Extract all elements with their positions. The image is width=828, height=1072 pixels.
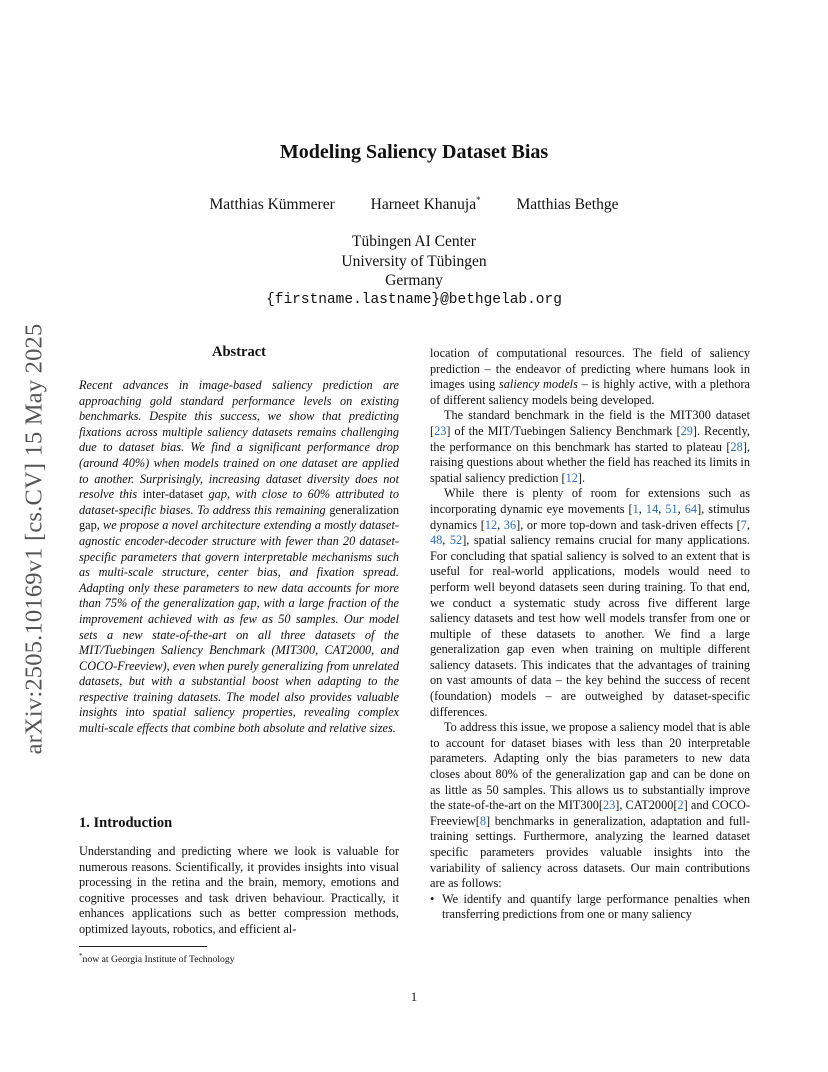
body-paragraph: [430, 720, 750, 892]
body-paragraph: [430, 346, 750, 408]
body-text: ], spatial saliency remains crucial for many applications. For concluding that spatial saliency is solved to an extent that is useful for real-world applications, models would need to perform well beyond datasets seen during training. To that end, we conduct a systematic study across five different large saliency datasets and test how well models transfer from one or multiple of these datasets to another. We find a large generalization gap even when training on multiple different saliency datasets. This indicates that the advantages of training on vast amounts of data – the key behind the success of recent (foundation) models – are outweighed by dataset-specific differences.: [430, 533, 750, 719]
intro-body: [79, 844, 399, 938]
body-text: To address this issue, we propose a saliency model that is able to account for dataset biases with less than 20 interpretable parameters. Adapting only the bias parameters to new data closes about 80% of the generalization gap and can be done on as little as 50 samples. This allows us to substantially improve the state-of-the-art on the MIT300[: [430, 720, 750, 813]
body-text: The standard benchmark in the field is the MIT300 dataset [: [430, 408, 750, 438]
footnote-mark: *: [79, 952, 83, 960]
abstract-text: gap, with close to 60% attributed to dataset-specific biases. To address this remaining: [79, 487, 400, 517]
author-name: Harneet Khanuja: [370, 196, 477, 214]
body-text: ]. Recently, the performance on this benchmark has started to plateau [: [430, 423, 750, 454]
body-text: ], stimulus dynamics [: [430, 501, 750, 532]
citation-link[interactable]: 12: [484, 517, 498, 532]
abstract-text: Recent advances in image-based saliency prediction are approaching gold standard performance levels on existing benchmarks. Despite this success, we show that predicting fixations across multiple saliency datasets remains challenging due to dataset bias. We find a significant performance drop (around 40%) when models trained on one dataset are applied to another. Surprisingly, increasing dataset diversity does not resolve this: [79, 378, 399, 502]
body-text: ] of the MIT/Tuebingen Saliency Benchmark [: [446, 423, 681, 438]
author-2: [371, 196, 481, 213]
abstract-text: we propose a novel architecture extending a mostly dataset-agnostic encoder-decoder structure with fewer than 20 dataset-specific parameters that govern interpretable mechanisms such as multi-scale structure, center bias, and fixation spread. Adapting only these parameters to new data accounts for more than 75% of the generalization gap, with a large fraction of the improvement achieved with as few as 50 samples. Our model sets a new state-of-the-art on all three datasets of the MIT/Tuebingen Saliency Benchmark (MIT300, CAT2000, and COCO-Freeview), even when purely generalizing from unrelated datasets, but with a substantial boost when adapting to the respective training datasets. The model also provides valuable insights into spatial saliency properties, revealing complex multi-scale effects that combine both absolute and relative sizes.: [79, 518, 399, 736]
citation-link[interactable]: 8: [479, 813, 487, 828]
abstract-term: inter-dataset: [142, 487, 204, 502]
arxiv-sidebar-stamp: [20, 296, 48, 782]
paper-title: Modeling Saliency Dataset Bias: [279, 141, 549, 163]
citation-link[interactable]: 29: [680, 423, 693, 438]
body-text: ] and COCO-Freeview[: [430, 798, 750, 828]
citation-link[interactable]: 51: [665, 501, 678, 516]
section-heading-introduction: 1. Introduction: [79, 815, 173, 831]
arxiv-id: arXiv:2505.10169v1 [cs.CV] 15 May 2025: [20, 323, 48, 755]
abstract-heading: Abstract: [212, 344, 266, 360]
author-1: [210, 196, 335, 213]
right-column: [430, 346, 750, 923]
contributions-list: [430, 892, 750, 923]
body-text: location of computational resources. The field of saliency prediction – the endeavor of predicting where humans look in images using: [430, 346, 750, 392]
emphasis-term: saliency models: [499, 377, 578, 392]
body-text: – is highly active, with a plethora of different saliency models being developed.: [430, 377, 750, 407]
author-3: [516, 196, 618, 213]
abstract-paragraph: [79, 378, 399, 737]
body-text: ], raising questions about whether the field has reached its limits in spatial saliency prediction [: [430, 439, 750, 485]
abstract-body: [79, 378, 399, 737]
list-item: • We identify and quantify large performance penalties when transferring predictions from one or many saliency: [430, 892, 750, 923]
body-text: ], or more top-down and task-driven effects [: [516, 517, 741, 532]
page-number: 1: [410, 990, 418, 1004]
body-paragraph: [430, 408, 750, 486]
body-text: While there is plenty of room for extensions such as incorporating dynamic eye movements [: [430, 486, 750, 516]
footnote-text: now at Georgia Institute of Technology: [82, 954, 235, 966]
citation-link[interactable]: 36: [503, 517, 517, 532]
citation-link[interactable]: 14: [645, 501, 659, 516]
author-email: {firstname.lastname}@bethgelab.org: [266, 291, 562, 308]
abstract-term: generalization gap,: [79, 502, 399, 533]
citation-link[interactable]: 7: [740, 517, 747, 532]
footnote-mark: *: [476, 195, 481, 205]
affiliation-block: [0, 232, 828, 310]
citation-link[interactable]: 28: [730, 439, 743, 454]
citation-link[interactable]: 2: [677, 798, 684, 813]
intro-paragraph: Understanding and predicting where we look is valuable for numerous reasons. Scientifically, it provides insights into visual processing in the retina and the brain, memory, emotions and cognitive processes and task driven behaviour. Practically, it enhances applications such as better compression methods, optimized layouts, robotics, and efficient al-: [79, 844, 399, 936]
footnote-divider: [79, 946, 207, 947]
citation-link[interactable]: 23: [602, 798, 616, 813]
author-list: [0, 195, 828, 214]
author-name: Matthias Kümmerer: [209, 196, 335, 214]
affiliation-line: Tübingen AI Center: [352, 233, 476, 250]
body-paragraph: While there is plenty of room for extensions such as incorporating dynamic eye movements [1, 14, 51, 64], stimulus dynamics [12, 36], or more top-down and task-driven effects [7, 48, 52], spatial saliency remains crucial for many applications. For concluding that spatial saliency is solved to an extent that is useful for real-world applications, models would need to perform well beyond datasets seen during training. To that end, we conduct a systematic study across five different large saliency datasets and test how well models transfer from one or multiple of these datasets to another. We find a large generalization gap even when training on multiple different saliency datasets. This indicates that the advantages of training on vast amounts of data – the key behind the success of recent (foundation) models – are outweighed by dataset-specific differences.: [430, 486, 750, 719]
citation-link[interactable]: 48: [430, 533, 443, 548]
citation-link[interactable]: 52: [449, 533, 463, 548]
author-name: Matthias Bethge: [516, 196, 619, 214]
affiliation-line: Germany: [385, 272, 443, 289]
affiliation-line: University of Tübingen: [341, 252, 487, 270]
body-text: ].: [577, 470, 586, 485]
body-text: ] benchmarks in generalization, adaptation and full-training settings. Furthermore, analyzing the learned dataset specific parameters provides valuable insights into the variability of saliency across datasets. Our main contributions are as follows:: [430, 813, 750, 891]
citation-link[interactable]: 64: [684, 501, 698, 516]
body-text: ], CAT2000[: [615, 798, 678, 813]
citation-link[interactable]: 12: [565, 470, 578, 485]
citation-link[interactable]: 23: [434, 423, 447, 438]
citation-link[interactable]: 1: [632, 501, 639, 516]
footnote: [79, 952, 235, 965]
